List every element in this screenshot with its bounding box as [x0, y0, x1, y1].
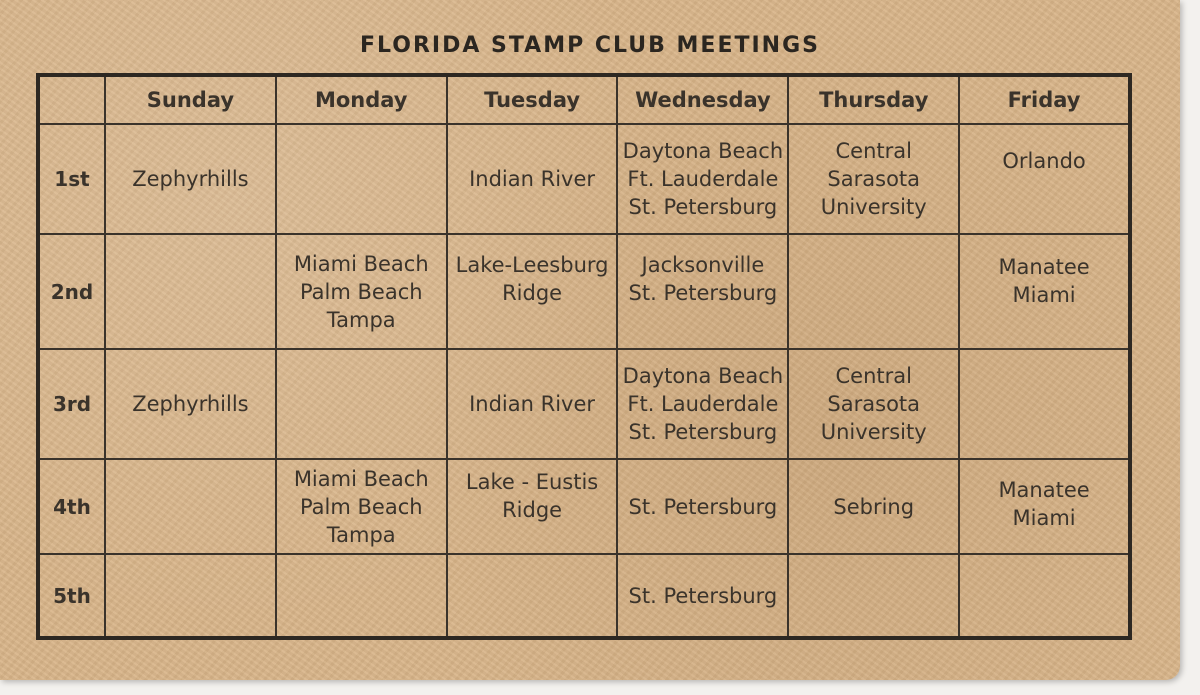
club-name: St. Petersburg	[628, 583, 778, 608]
day-header-friday: Friday	[959, 75, 1130, 124]
club-name: Ft. Lauderdale	[627, 392, 779, 416]
cell-4th-wednesday	[617, 459, 788, 554]
club-name: Palm Beach	[299, 279, 423, 304]
day-header-tuesday: Tuesday	[447, 75, 618, 124]
club-name: Lake-Leesburg	[455, 253, 609, 277]
corner-cell	[38, 75, 105, 124]
club-name: Sarasota	[827, 167, 921, 191]
club-name: Daytona Beach	[622, 364, 784, 388]
cell-1st-sunday	[105, 124, 276, 234]
club-name: Tampa	[326, 522, 396, 547]
club-name: St. Petersburg	[628, 195, 778, 219]
day-header-thursday: Thursday	[788, 75, 959, 124]
club-name: St. Petersburg	[628, 494, 778, 519]
cell-2nd-tuesday	[447, 234, 618, 349]
club-name: Indian River	[469, 392, 596, 416]
cell-3rd-tuesday	[447, 349, 618, 459]
club-name: Sarasota	[827, 392, 921, 416]
card-title: FLORIDA STAMP CLUB MEETINGS	[359, 33, 820, 58]
cell-4th-friday	[959, 459, 1130, 554]
club-name: Ridge	[502, 281, 563, 305]
club-name: St. Petersburg	[628, 281, 778, 305]
club-name: Zephyrhills	[132, 167, 249, 191]
week-label: 4th	[38, 459, 105, 554]
day-header-monday: Monday	[276, 75, 447, 124]
week-label: 5th	[38, 554, 105, 638]
cell-5th-thursday	[788, 554, 959, 638]
week-label: 1st	[38, 124, 105, 234]
cell-2nd-friday	[959, 234, 1130, 349]
header-row	[38, 75, 1130, 124]
club-name: Miami Beach	[293, 251, 429, 276]
cell-2nd-monday	[276, 234, 447, 349]
club-name: Miami	[1012, 283, 1076, 307]
club-name: University	[820, 195, 927, 219]
week-row-1st	[38, 124, 1130, 234]
cell-3rd-wednesday	[617, 349, 788, 459]
club-name: Daytona Beach	[622, 139, 784, 163]
cell-5th-tuesday	[447, 554, 618, 638]
week-label: 2nd	[38, 234, 105, 349]
club-name: Miami Beach	[293, 466, 429, 491]
cell-2nd-sunday	[105, 234, 276, 349]
cell-4th-tuesday	[447, 459, 618, 554]
cell-4th-sunday	[105, 459, 276, 554]
club-name: Manatee	[998, 255, 1090, 279]
day-header-wednesday: Wednesday	[617, 75, 788, 124]
club-name: Central	[835, 364, 912, 388]
club-name: Palm Beach	[299, 494, 423, 519]
cell-5th-wednesday	[617, 554, 788, 638]
club-name: Zephyrhills	[132, 392, 249, 416]
cell-2nd-thursday	[788, 234, 959, 349]
club-name: Manatee	[998, 478, 1090, 502]
cell-1st-tuesday	[447, 124, 618, 234]
cell-1st-thursday	[788, 124, 959, 234]
week-row-3rd	[38, 349, 1130, 459]
cell-4th-thursday	[788, 459, 959, 554]
cell-3rd-monday	[276, 349, 447, 459]
cell-5th-monday	[276, 554, 447, 638]
club-name: Indian River	[469, 167, 596, 191]
cell-5th-friday	[959, 554, 1130, 638]
week-row-4th	[38, 459, 1130, 554]
club-name: St. Petersburg	[628, 420, 778, 444]
club-name: Miami	[1012, 506, 1076, 530]
club-name: Central	[835, 139, 912, 163]
cell-3rd-sunday	[105, 349, 276, 459]
cell-1st-wednesday	[617, 124, 788, 234]
week-label: 3rd	[38, 349, 105, 459]
cell-5th-sunday	[105, 554, 276, 638]
club-name: Tampa	[326, 307, 396, 332]
cell-1st-friday	[959, 124, 1130, 234]
club-name: Ft. Lauderdale	[627, 167, 779, 191]
club-name: Lake - Eustis	[465, 470, 599, 494]
cell-4th-monday	[276, 459, 447, 554]
schedule-table	[36, 73, 1132, 640]
week-row-5th	[38, 554, 1130, 638]
cell-3rd-thursday	[788, 349, 959, 459]
day-header-sunday: Sunday	[105, 75, 276, 124]
club-name: University	[820, 420, 927, 444]
club-name: Ridge	[502, 498, 563, 522]
cell-3rd-friday	[959, 349, 1130, 459]
cell-2nd-wednesday	[617, 234, 788, 349]
club-name: Orlando	[1002, 149, 1086, 173]
club-name: Jacksonville	[641, 253, 765, 277]
cell-1st-monday	[276, 124, 447, 234]
club-name: Sebring	[833, 494, 915, 519]
week-row-2nd	[38, 234, 1130, 349]
